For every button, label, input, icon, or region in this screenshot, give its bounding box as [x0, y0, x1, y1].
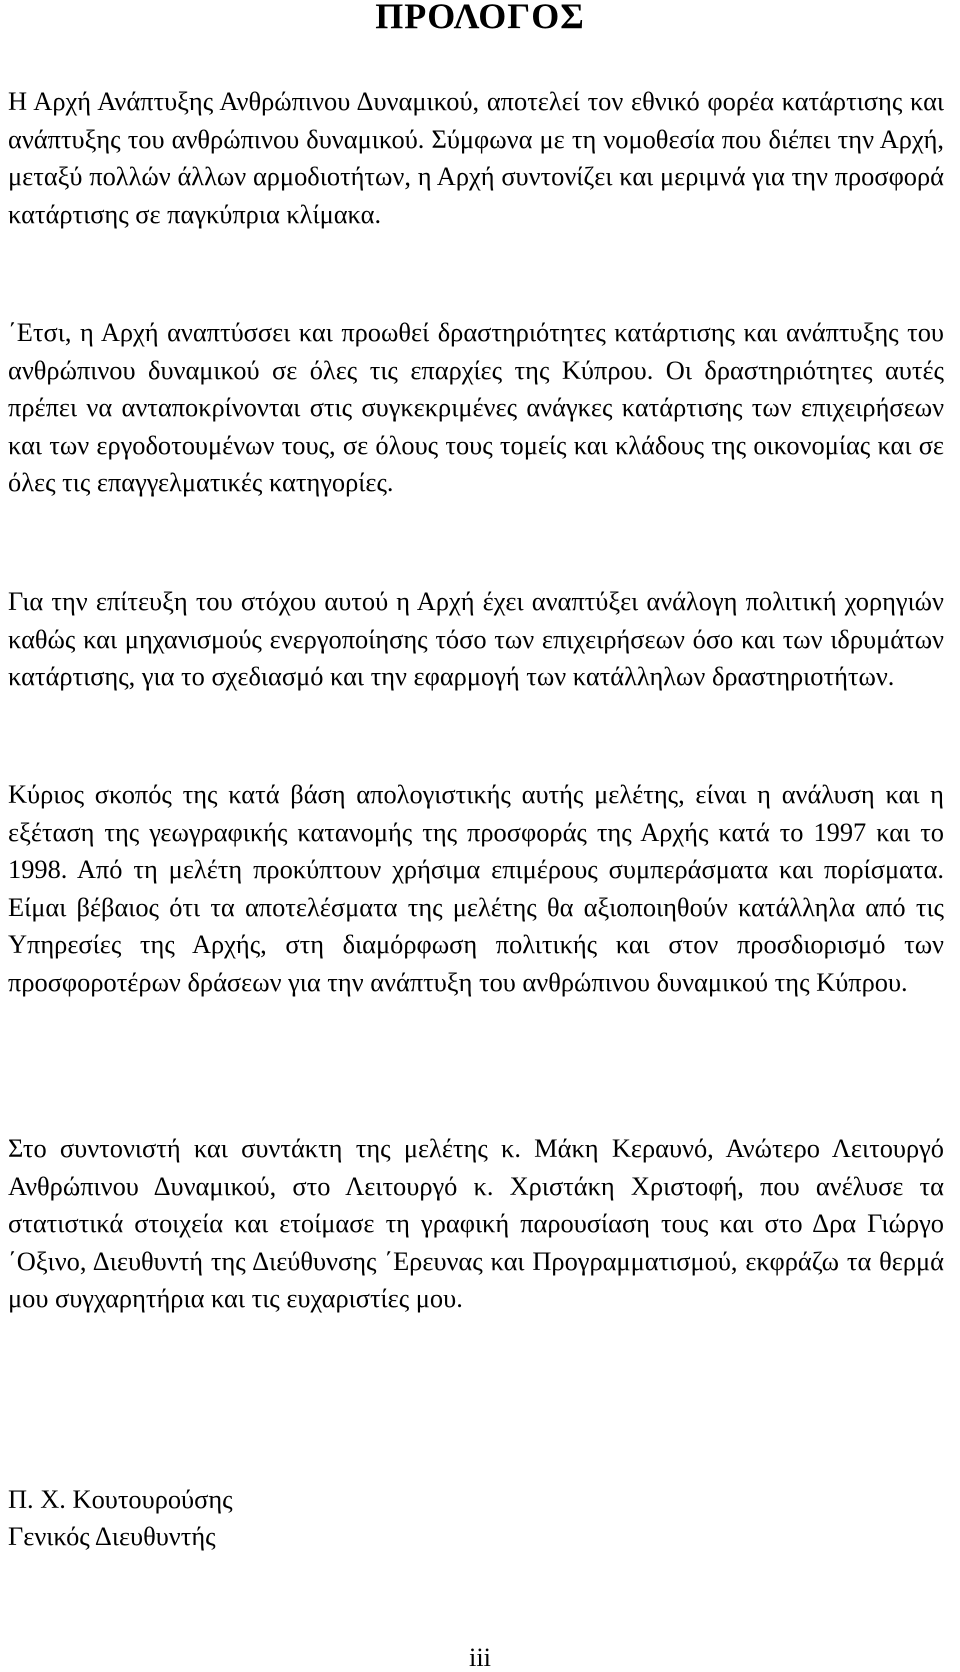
page-number: iii [469, 1642, 491, 1672]
page-title: ΠΡΟΛΟΓΟΣ [375, 0, 585, 36]
signature-name: Π. Χ. Κουτουρούσης [8, 1484, 233, 1514]
signature-role: Γενικός Διευθυντής [8, 1521, 216, 1551]
paragraph-acknowledgements: Στο συντονιστή και συντάκτη της μελέτης κ. Μάκη Κεραυνό, Ανώτερο Λειτουργό Ανθρώπινου Δυναμικού, στο Λειτουργό κ. Χριστάκη Χριστοφή, που ανέλυσε τα στατιστικά στοιχεία και ετοίμασε τη γραφική παρουσίαση τους και στο Δρα Γιώργο ΄Οξινο, Διευθυντή της Διεύθυνσης ΄Ερευνας και Προγραμματισμού, εκφράζω τα θερμά μου συγχαρητήρια και τις ευχαριστίες μου. [8, 1133, 944, 1313]
paragraph-policy: Για την επίτευξη του στόχου αυτού η Αρχή έχει αναπτύξει ανάλογη πολιτική χορηγιών καθώς και μηχανισμούς ενεργοποίησης τόσο των επιχειρήσεων όσο και των ιδρυμάτων κατάρτισης, για το σχεδιασμό και την εφαρμογή των κατάλληλων δραστηριοτήτων. [8, 586, 944, 691]
paragraph-study-purpose: Κύριος σκοπός της κατά βάση απολογιστικής αυτής μελέτης, είναι η ανάλυση και η εξέταση της γεωγραφικής κατανομής της προσφοράς της Αρχής κατά το 1997 και το 1998. Από τη μελέτη προκύπτουν χρήσιμα επιμέρους συμπεράσματα και πορίσματα. Είμαι βέβαιος ότι τα αποτελέσματα της μελέτης θα αξιοποιηθούν κατάλληλα από τις Υπηρεσίες της Αρχής, στη διαμόρφωση πολιτικής και στον προσδιορισμό των προσφοροτέρων δράσεων για την ανάπτυξη του ανθρώπινου δυναμικού της Κύπρου. [8, 779, 944, 997]
paragraph-intro: Η Αρχή Ανάπτυξης Ανθρώπινου Δυναμικού, αποτελεί τον εθνικό φορέα κατάρτισης και ανάπτυξης του ανθρώπινου δυναμικού. Σύμφωνα με τη νομοθεσία που διέπει την Αρχή, μεταξύ πολλών άλλων αρμοδιοτήτων, η Αρχή συντονίζει και μεριμνά για την προσφορά κατάρτισης σε παγκύπρια κλίμακα. [8, 86, 944, 229]
paragraph-activities: ΄Ετσι, η Αρχή αναπτύσσει και προωθεί δραστηριότητες κατάρτισης και ανάπτυξης του ανθρώπινου δυναμικού σε όλες τις επαρχίες της Κύπρου. Οι δραστηριότητες αυτές πρέπει να ανταποκρίνονται στις συγκεκριμένες ανάγκες κατάρτισης των επιχειρήσεων και των εργοδοτουμένων τους, σε όλους τους τομείς και κλάδους της οικονομίας και σε όλες τις επαγγελματικές κατηγορίες. [8, 317, 944, 497]
